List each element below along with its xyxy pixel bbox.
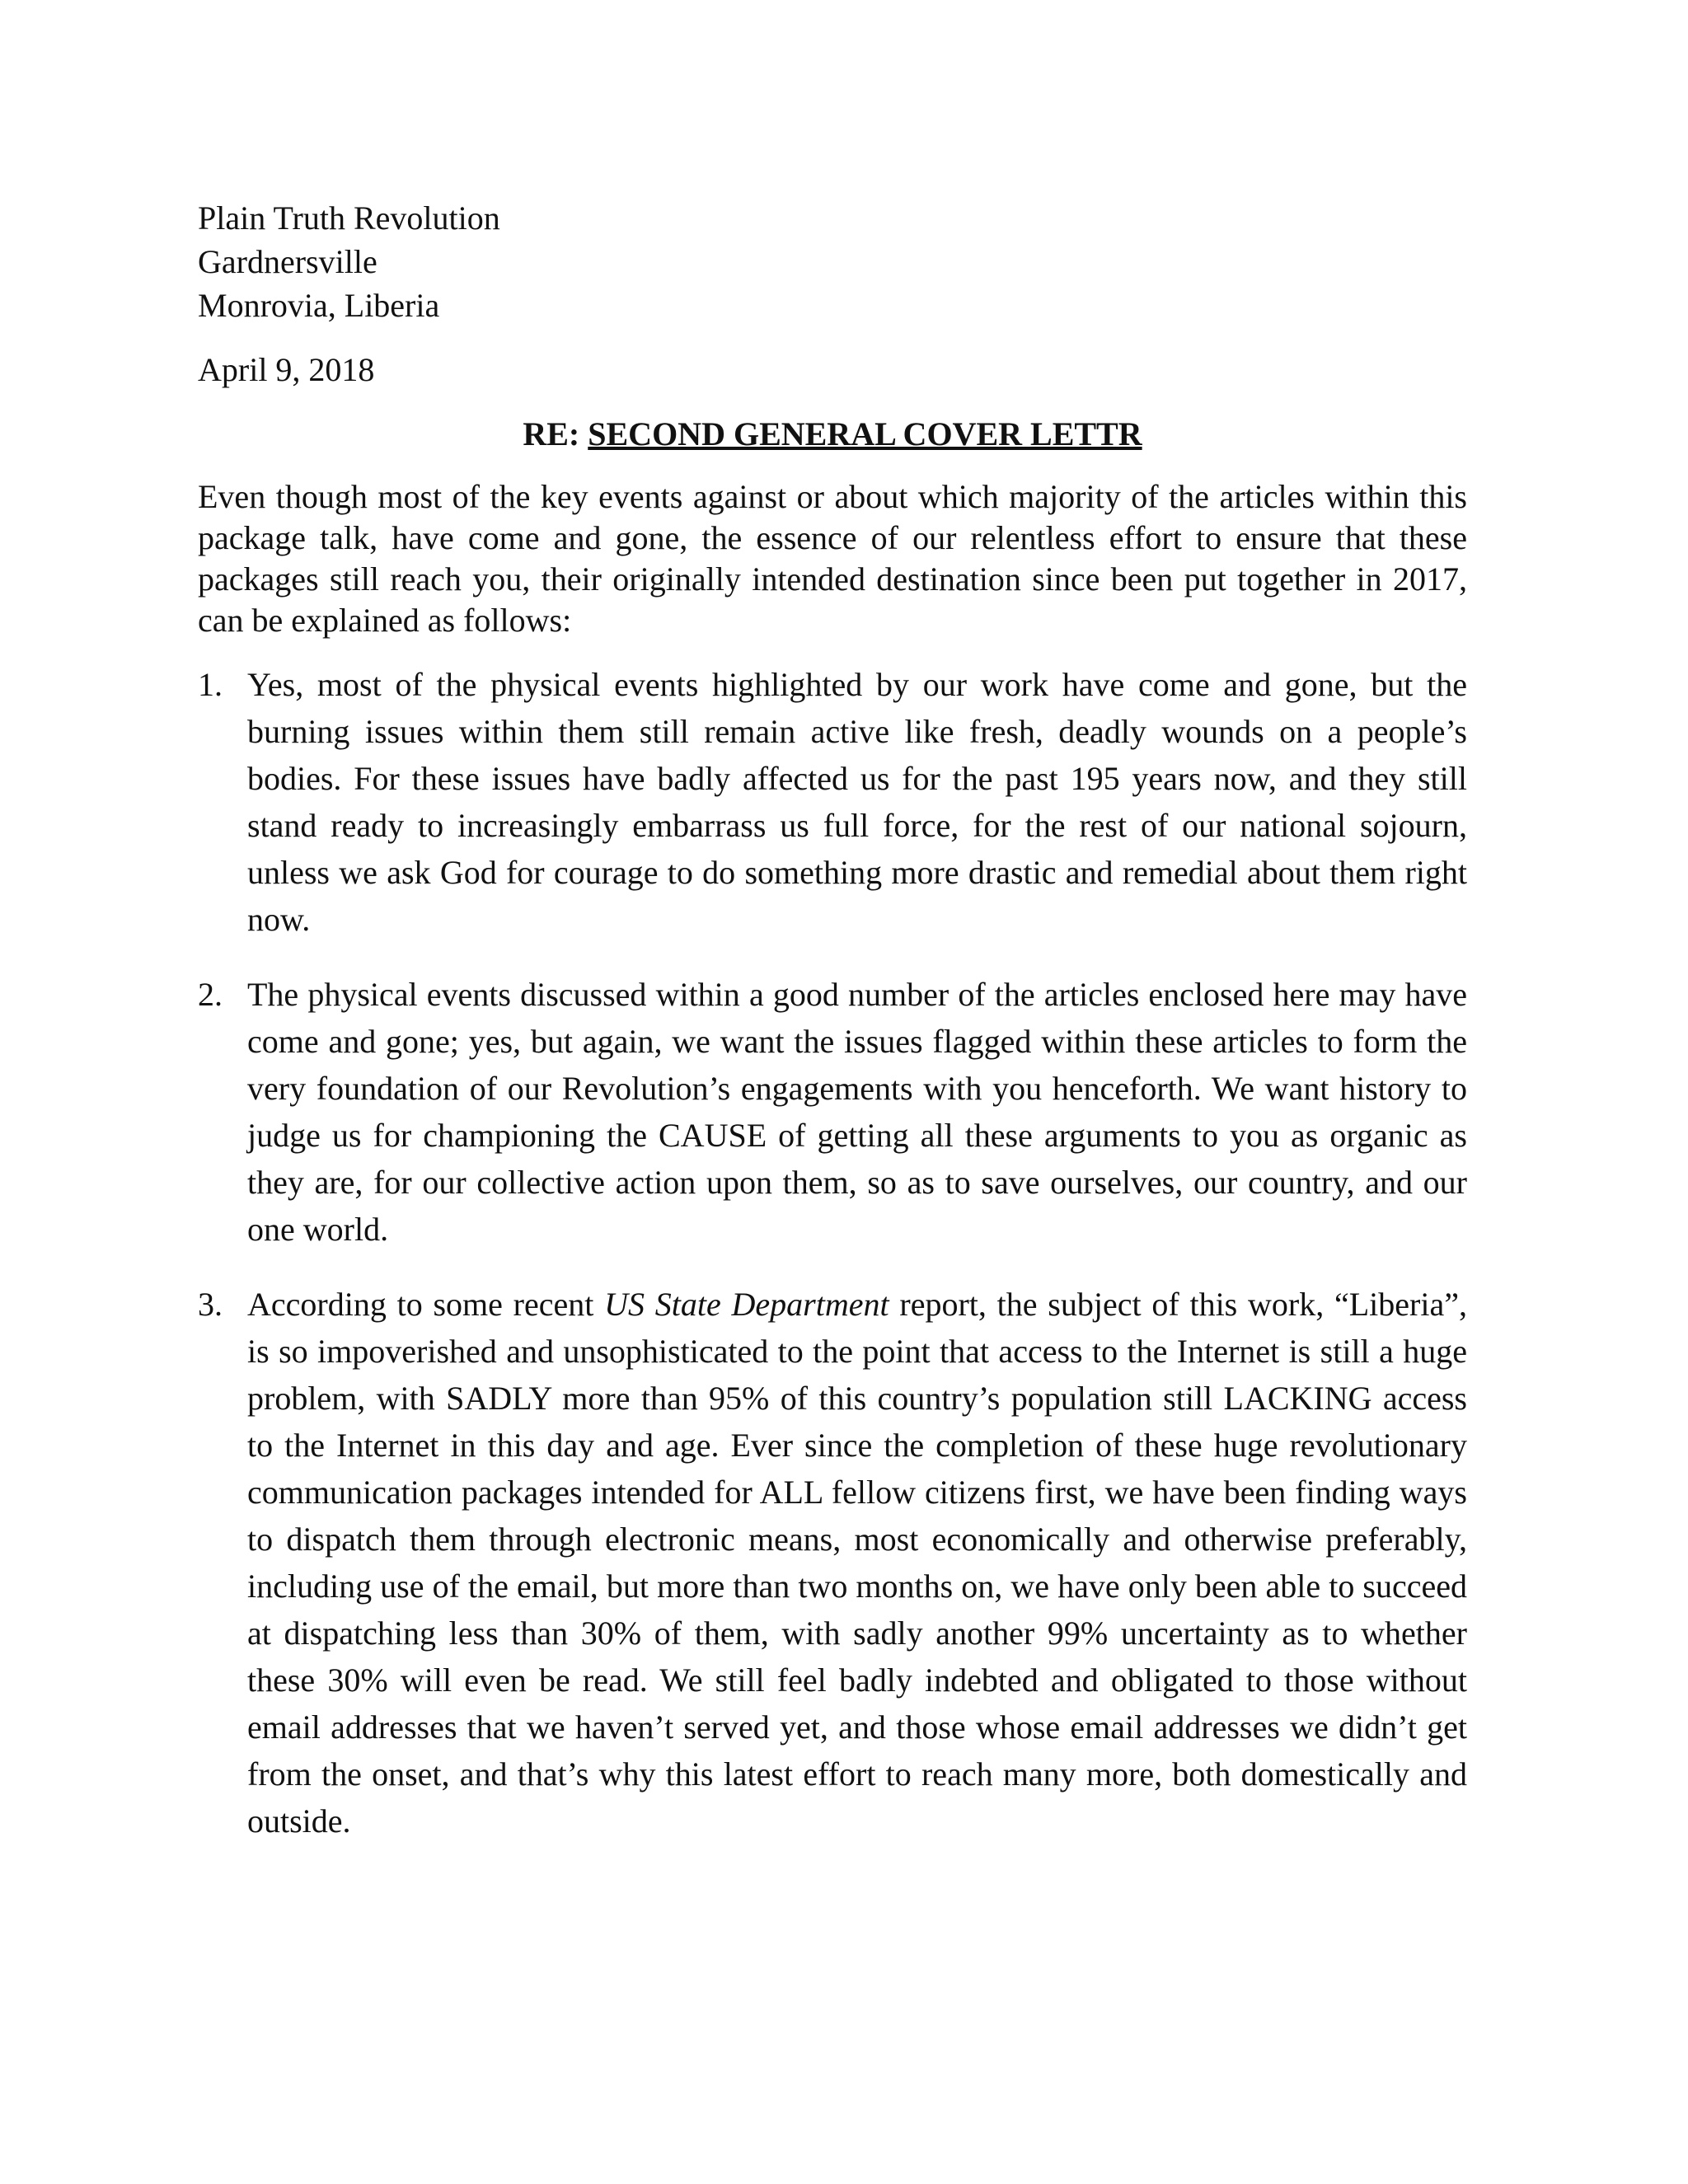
point-text [247, 1281, 1467, 1844]
subject-line [198, 412, 1467, 456]
point-1 [198, 661, 1467, 943]
point-number: 2. [198, 976, 223, 1013]
point-2 [198, 971, 1467, 1253]
point-text: Yes, most of the physical events highlighted by our work have come and gone, but the burning issues within them still remain active like fresh, deadly wounds on a people’s bodies. For these issues have badly affected us for the past 195 years now, and they still stand ready to increasingly embarrass us full force, for the rest of our national sojourn, unless we ask God for courage to do something more drastic and remedial about them right now. [247, 666, 1467, 938]
sender-locality: Gardnersville [198, 243, 377, 280]
letter-date: April 9, 2018 [198, 351, 375, 388]
point-3 [198, 1281, 1467, 1844]
subject-text: SECOND GENERAL COVER LETTR [588, 415, 1142, 452]
point-text-italic: US State Department [604, 1286, 889, 1323]
numbered-points [198, 661, 1467, 1844]
sender-organization: Plain Truth Revolution [198, 199, 500, 237]
point-number: 3. [198, 1286, 223, 1323]
letter-page [198, 196, 1467, 1872]
sender-address [198, 196, 1467, 327]
subject-prefix: RE: [523, 415, 580, 452]
intro-paragraph: Even though most of the key events against or about which majority of the articles within this package talk, have come and gone, the essence of our relentless effort to ensure that these packages still reach you, their originally intended destination since been put together in 2017, can be explained as follows: [198, 478, 1467, 639]
point-number: 1. [198, 666, 223, 703]
point-text-after: report, the subject of this work, “Liberia”, is so impoverished and unsophisticated to the point that access to the Internet is still a huge problem, with SADLY more than 95% of this country’s population still LACKING access to the Internet in this day and age. Ever since the completion of these huge revolutionary communication packages intended for ALL fellow citizens first, we have been finding ways to dispatch them through electronic means, most economically and otherwise preferably, including use of the email, but more than two months on, we have only been able to succeed at dispatching less than 30% of them, with sadly another 99% uncertainty as to whether these 30% will even be read. We still feel badly indebted and obligated to those without email addresses that we haven’t served yet, and those whose email addresses we didn’t get from the onset, and that’s why this latest effort to reach many more, both domestically and outside. [247, 1286, 1467, 1840]
point-text: The physical events discussed within a good number of the articles enclosed here may have come and gone; yes, but again, we want the issues flagged within these articles to form the very foundation of our Revolution’s engagements with you henceforth. We want history to judge us for championing the CAUSE of getting all these arguments to you as organic as they are, for our collective action upon them, so as to save ourselves, our country, and our one world. [247, 976, 1467, 1248]
point-text-before: According to some recent [247, 1286, 605, 1323]
sender-city-country: Monrovia, Liberia [198, 287, 440, 324]
